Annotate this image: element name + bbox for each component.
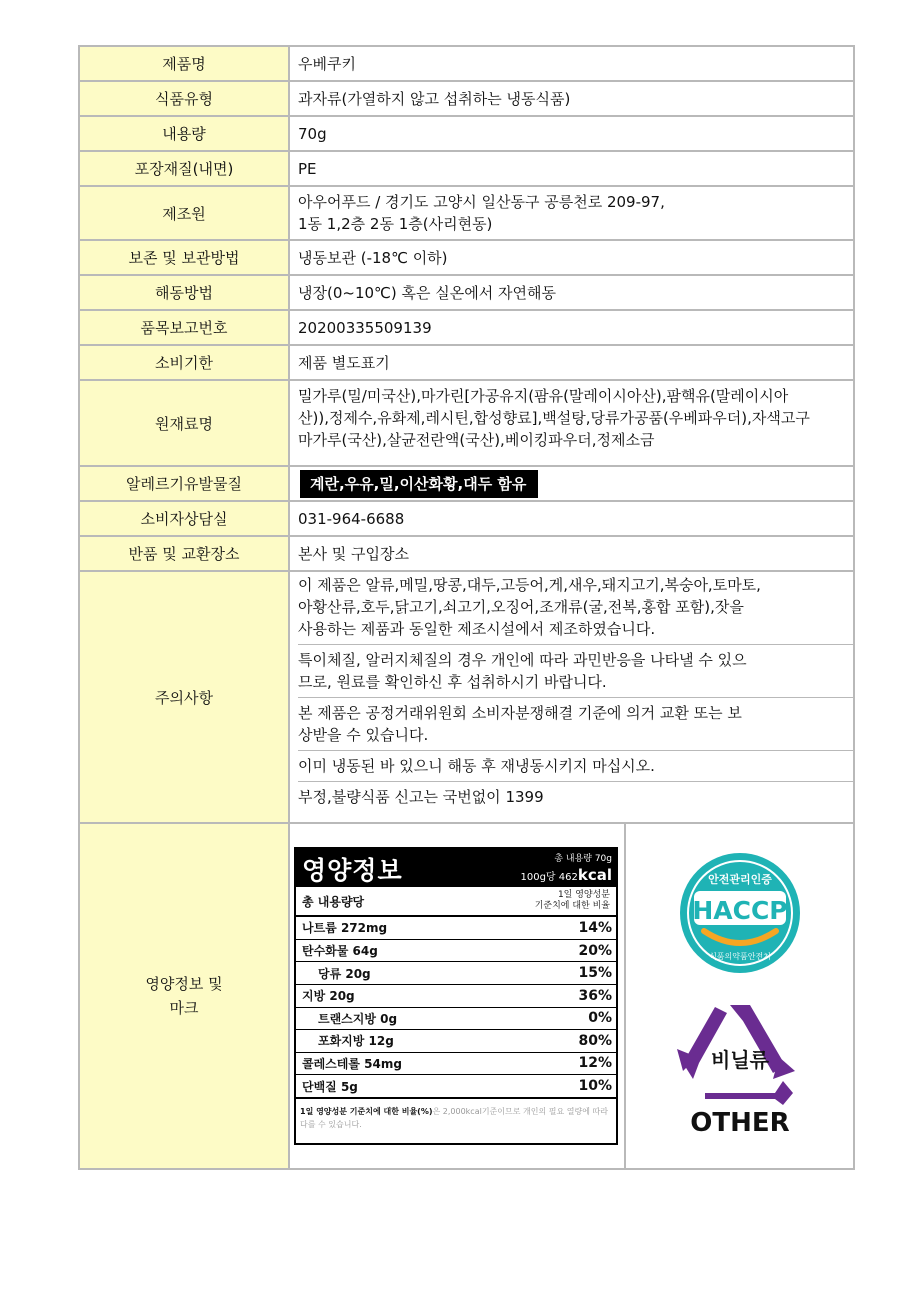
row-returns (79, 536, 854, 571)
row-packaging (79, 151, 854, 186)
nutrient-row (296, 940, 616, 963)
row-thaw (79, 275, 854, 310)
nutrient-row (296, 1008, 616, 1031)
row-ingredients (79, 380, 854, 466)
nutrition-basis: 총 내용량당 (302, 894, 365, 909)
label-maker: 제조원 (79, 186, 289, 240)
label-consumer: 소비자상담실 (79, 501, 289, 536)
nutrient-pct: 12% (578, 1055, 612, 1072)
caution-p1-l3: 사용하는 제품과 동일한 제조시설에서 제조하였습니다. (298, 620, 656, 638)
label-volume: 내용량 (79, 116, 289, 151)
nutrition-daily-2: 기준치에 대한 비율 (534, 901, 610, 912)
row-food-type (79, 81, 854, 116)
row-storage (79, 240, 854, 275)
caution-p4: 이미 냉동된 바 있으니 해동 후 재냉동시키지 마십시오. (298, 757, 655, 775)
nutrition-footnote: 1일 영양성분 기준치에 대한 비율(%)은 2,000kcal기준이므로 개인의 필요 열량에 따라 다를 수 있습니다. (300, 1106, 608, 1129)
nutrient-row (296, 1053, 616, 1076)
maker-line-1: 아우어푸드 / 경기도 고양시 일산동구 공릉천로 209-97, (298, 193, 665, 211)
nutrient-name: 트랜스지방 0g (318, 1011, 398, 1026)
nutrient-name: 지방 20g (302, 989, 355, 1004)
nutrient-name: 단백질 5g (302, 1079, 358, 1094)
label-report-no: 품목보고번호 (79, 310, 289, 345)
nutrient-pct: 80% (578, 1032, 612, 1049)
product-info-sheet (78, 45, 855, 1170)
value-returns: 본사 및 구입장소 (289, 536, 854, 571)
nutrient-row (296, 917, 616, 940)
value-ingredients (298, 381, 853, 465)
nutrient-name: 탄수화물 64g (302, 944, 378, 959)
value-report-no: 20200335509139 (289, 310, 854, 345)
nutrient-row (296, 985, 616, 1008)
caution-p3-l2: 상받을 수 있습니다. (298, 726, 429, 744)
label-food-type: 식품유형 (79, 81, 289, 116)
caution-divider (298, 644, 853, 645)
caution-divider (298, 781, 853, 782)
nutrition-title: 영양정보 (302, 856, 403, 886)
value-thaw: 냉장(0~10℃) 혹은 실온에서 자연해동 (289, 275, 854, 310)
row-consumer (79, 501, 854, 536)
nutrition-facts-panel (294, 847, 618, 1145)
maker-line-2: 1동 1,2층 2동 1층(사리현동) (298, 215, 493, 233)
recycle-label-text: 비닐류 (710, 1048, 769, 1072)
caution-p3-l1: 본 제품은 공정거래위원회 소비자분쟁해결 기준에 의거 교환 또는 보 (298, 704, 742, 722)
product-info-table (78, 45, 855, 1170)
nutrient-row (296, 1030, 616, 1053)
label-ingredients: 원재료명 (79, 380, 289, 466)
caution-p5: 부정,불량식품 신고는 국번없이 1399 (298, 788, 544, 806)
caution-divider (298, 750, 853, 751)
nutrient-pct: 0% (588, 1010, 612, 1027)
nutrition-daily-1: 1일 영양성분 (557, 890, 610, 901)
value-expiry: 제품 별도표기 (289, 345, 854, 380)
caution-p2-l2: 므로, 원료를 확인하신 후 섭취하시기 바랍니다. (298, 673, 607, 691)
ingredients-line-3: 마가루(국산),살균전란액(국산),베이킹파우더,정제소금 (298, 431, 655, 449)
allergen-badge: 계란,우유,밀,이산화황,대두 함유 (300, 470, 538, 498)
label-storage: 보존 및 보관방법 (79, 240, 289, 275)
row-volume (79, 116, 854, 151)
label-product-name: 제품명 (79, 46, 289, 81)
nutrition-kcal: 100g당 462kcal (520, 866, 612, 885)
nutrient-name: 콜레스테롤 54mg (302, 1056, 402, 1071)
value-packaging: PE (289, 151, 854, 186)
nutrient-row (296, 962, 616, 985)
label-allergen: 알레르기유발물질 (79, 466, 289, 501)
row-nutrition (79, 823, 854, 1169)
haccp-logo-icon (678, 851, 802, 975)
haccp-top-text: 안전관리인증 (707, 873, 772, 886)
value-storage: 냉동보관 (-18℃ 이하) (289, 240, 854, 275)
label-thaw: 해동방법 (79, 275, 289, 310)
nutrient-row (296, 1075, 616, 1099)
row-product-name (79, 46, 854, 81)
caution-p2-l1: 특이체질, 알러지체질의 경우 개인에 따라 과민반응을 나타낼 수 있으 (298, 651, 747, 669)
label-nutrition-line-1: 영양정보 및 (145, 975, 223, 993)
caution-p1-l2: 아황산류,호두,닭고기,쇠고기,오징어,조개류(굴,전복,홍합 포함),잣을 (298, 598, 744, 616)
row-maker (79, 186, 854, 240)
ingredients-line-1: 밀가루(밀/미국산),마가린[가공유지(팜유(말레이시아산),팜핵유(말레이시아 (298, 387, 789, 405)
nutrient-pct: 10% (578, 1078, 612, 1095)
nutrient-name: 포화지방 12g (318, 1034, 394, 1049)
nutrient-name: 나트륨 272mg (302, 921, 388, 936)
row-report-no (79, 310, 854, 345)
caution-p1-l1: 이 제품은 알류,메밀,땅콩,대두,고등어,게,새우,돼지고기,복숭아,토마토, (298, 576, 761, 594)
value-volume: 70g (289, 116, 854, 151)
value-food-type: 과자류(가열하지 않고 섭취하는 냉동식품) (289, 81, 854, 116)
label-nutrition-line-2: 마크 (169, 999, 199, 1017)
value-maker (298, 187, 853, 239)
nutrient-pct: 14% (578, 919, 612, 936)
caution-divider (298, 697, 853, 698)
nutrient-pct: 15% (578, 965, 612, 982)
label-caution: 주의사항 (79, 571, 289, 823)
haccp-bottom-text: 식품의약품안전처 (708, 952, 771, 961)
value-product-name: 우베쿠키 (289, 46, 854, 81)
nutrient-pct: 36% (578, 987, 612, 1004)
row-caution (79, 571, 854, 823)
row-expiry (79, 345, 854, 380)
nutrition-total: 총 내용량 70g (554, 854, 612, 865)
label-packaging: 포장재질(내면) (79, 151, 289, 186)
nutrient-name: 당류 20g (318, 966, 371, 981)
recycle-vinyl-icon (675, 997, 805, 1137)
label-expiry: 소비기한 (79, 345, 289, 380)
value-consumer: 031-964-6688 (289, 501, 854, 536)
certification-marks (625, 824, 853, 1168)
row-allergen (79, 466, 854, 501)
nutrient-pct: 20% (578, 942, 612, 959)
haccp-main-text: HACCP (691, 896, 788, 925)
recycle-other-text: OTHER (689, 1108, 790, 1137)
label-returns: 반품 및 교환장소 (79, 536, 289, 571)
ingredients-line-2: 산)),정제수,유화제,레시틴,합성향료],백설탕,당류가공품(우베파우더),자색고구 (298, 409, 810, 427)
